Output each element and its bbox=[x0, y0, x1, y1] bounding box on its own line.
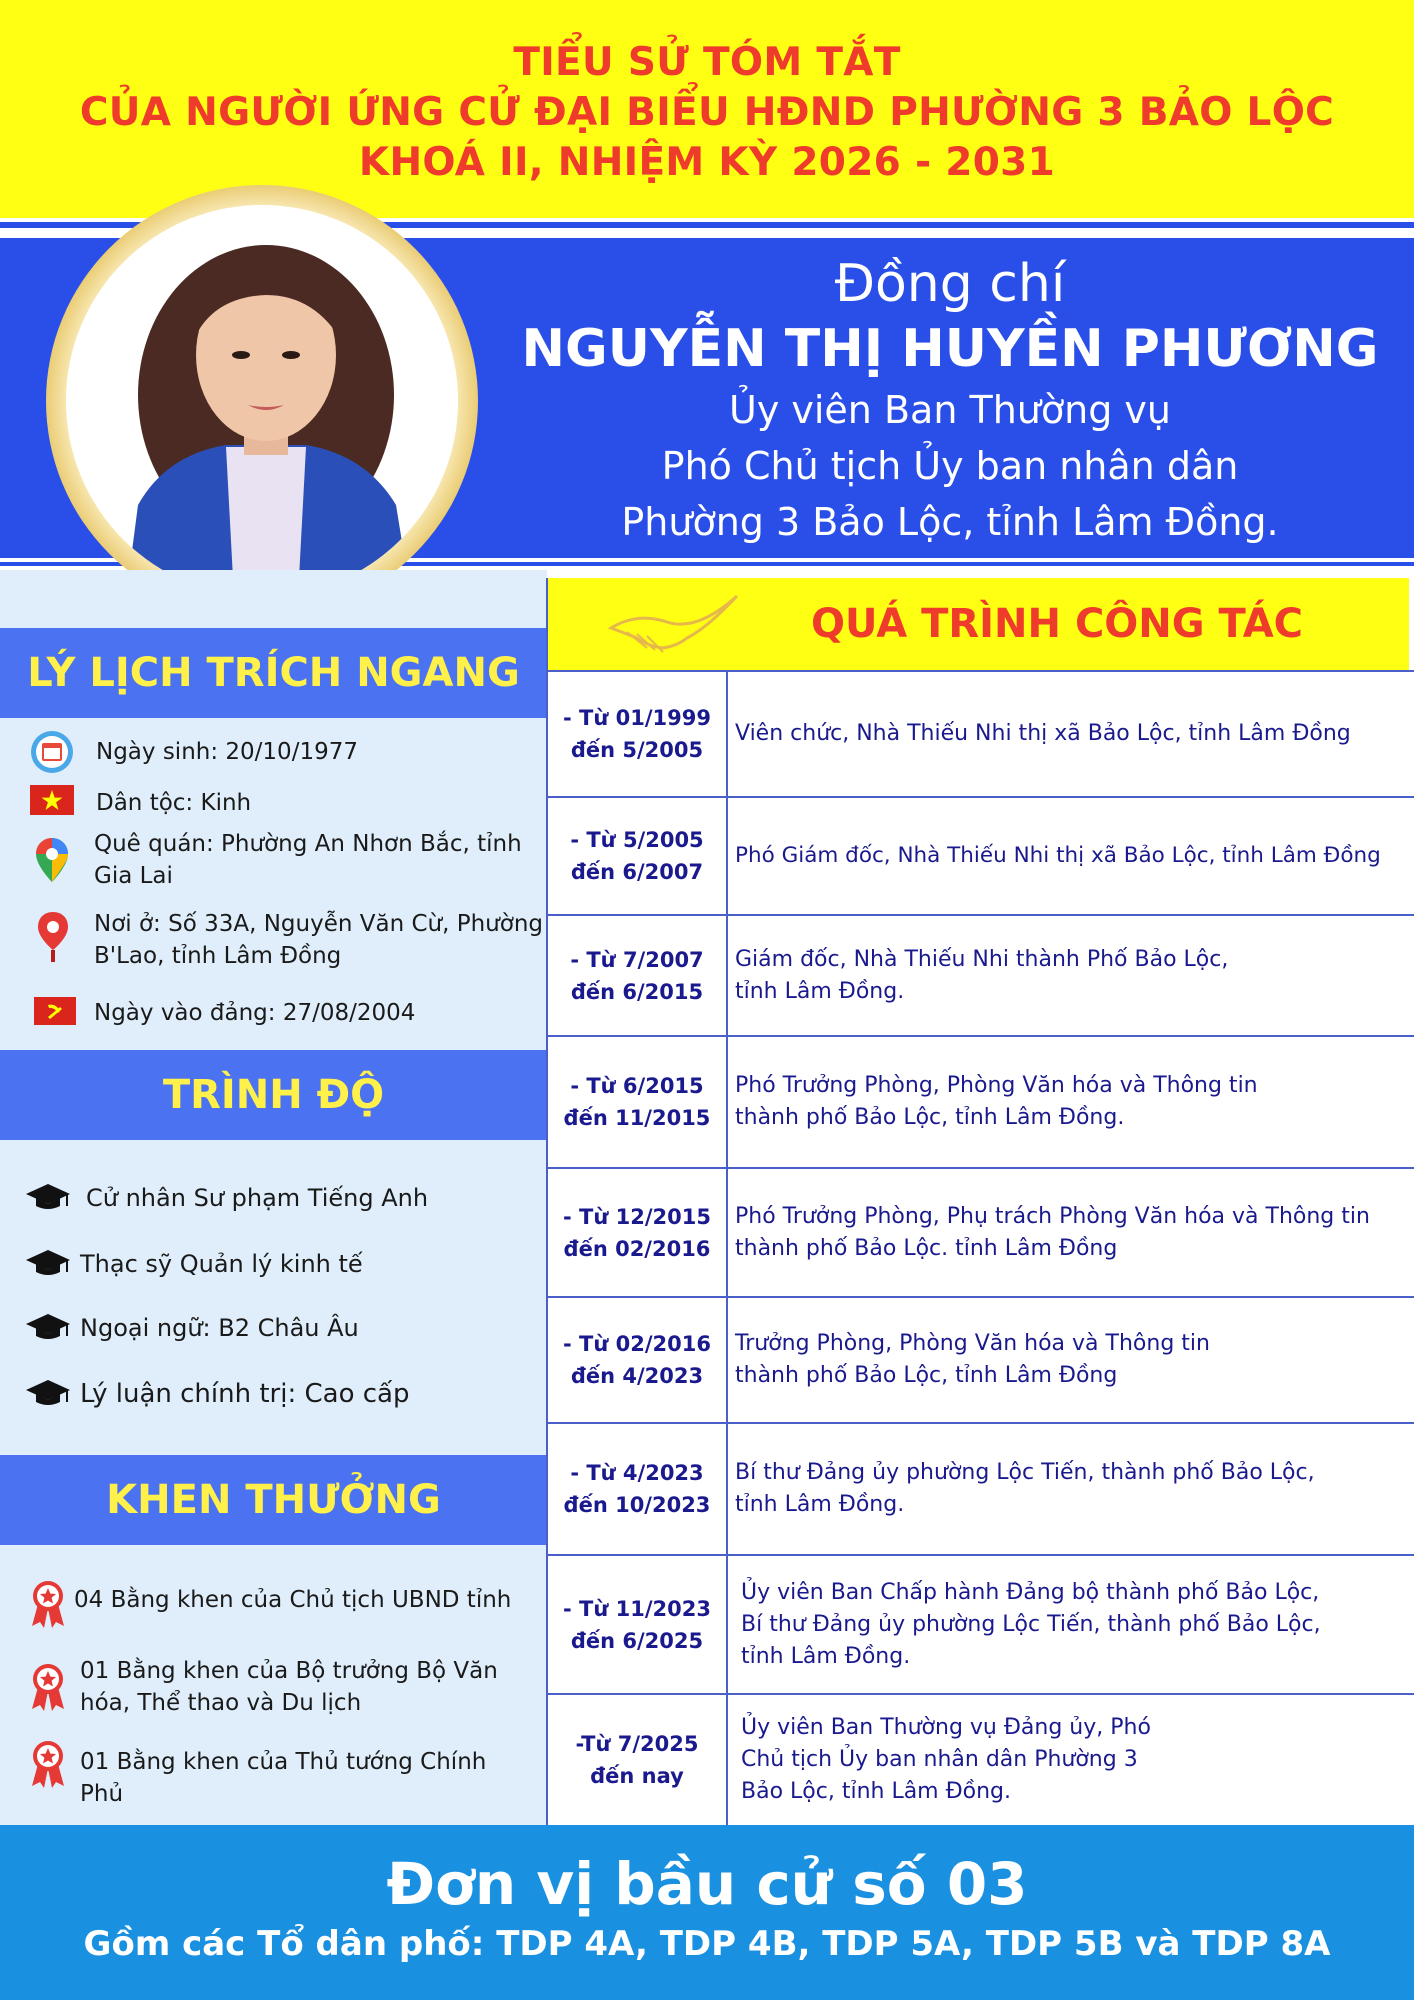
career-position: Phó Trưởng Phòng, Phụ trách Phòng Văn hóa và Thông tin thành phố Bảo Lộc. tỉnh Lâm Đồng bbox=[735, 1203, 1370, 1261]
career-from: - Từ 5/2005 bbox=[570, 828, 704, 852]
career-divider bbox=[726, 672, 728, 1827]
career-position: Ủy viên Ban Chấp hành Đảng bộ thành phố Bảo Lộc, Bí thư Đảng ủy phường Lộc Tiến, thành phố Bảo Lộc, tỉnh Lâm Đồng. bbox=[741, 1579, 1321, 1669]
hometown-text: Quê quán: Phường An Nhơn Bắc, tỉnh Gia Lai bbox=[94, 831, 522, 889]
career-position: Phó Trưởng Phòng, Phòng Văn hóa và Thông tin thành phố Bảo Lộc, tỉnh Lâm Đồng. bbox=[735, 1073, 1258, 1130]
lac-bird-icon bbox=[607, 588, 747, 664]
vietnam-flag-icon bbox=[30, 785, 74, 824]
award-text-2: 01 Bằng khen của Bộ trưởng Bộ Văn hóa, Thể thao và Du lịch bbox=[80, 1658, 498, 1716]
footer-banner bbox=[0, 1825, 1414, 2000]
residence-text: Nơi ở: Số 33A, Nguyễn Văn Cừ, Phường B'Lao, tỉnh Lâm Đồng bbox=[94, 911, 543, 969]
education-text-3: Ngoại ngữ: B2 Châu Âu bbox=[80, 1314, 359, 1342]
career-row bbox=[547, 1035, 1414, 1167]
map-pin-icon bbox=[36, 838, 68, 891]
career-position: Bí thư Đảng ủy phường Lộc Tiến, thành phố Bảo Lộc, tỉnh Lâm Đồng. bbox=[735, 1460, 1315, 1517]
calendar-icon bbox=[30, 730, 74, 783]
birth-date-text: Ngày sinh: 20/10/1977 bbox=[96, 739, 358, 765]
career-from: - Từ 02/2016 bbox=[563, 1332, 711, 1356]
career-row bbox=[547, 670, 1414, 796]
career-position: Ủy viên Ban Thường vụ Đảng ủy, Phó Chủ tịch Ủy ban nhân dân Phường 3 Bảo Lộc, tỉnh Lâm Đồng. bbox=[741, 1715, 1151, 1804]
education-text-1: Cử nhân Sư phạm Tiếng Anh bbox=[86, 1184, 429, 1212]
career-row bbox=[547, 914, 1414, 1035]
education-text-2: Thạc sỹ Quản lý kinh tế bbox=[80, 1250, 363, 1278]
column-divider bbox=[546, 578, 548, 1828]
residential-groups: Gồm các Tổ dân phố: TDP 4A, TDP 4B, TDP 5A, TDP 5B và TDP 8A bbox=[83, 1924, 1331, 1964]
header-title-line2: CỦA NGƯỜI ỨNG CỬ ĐẠI BIỂU HĐND PHƯỜNG 3 BẢO LỘC bbox=[79, 90, 1335, 135]
position-line1: Ủy viên Ban Thường vụ bbox=[729, 388, 1171, 432]
career-from: -Từ 7/2025 bbox=[575, 1732, 699, 1756]
career-from: - Từ 11/2023 bbox=[563, 1596, 711, 1621]
location-pin-icon bbox=[38, 912, 68, 971]
career-from: - Từ 4/2023 bbox=[570, 1461, 704, 1485]
career-to: đến 10/2023 bbox=[563, 1493, 711, 1517]
career-position: Viên chức, Nhà Thiếu Nhi thị xã Bảo Lộc, tỉnh Lâm Đồng bbox=[735, 721, 1351, 746]
career-to: đến 6/2025 bbox=[570, 1628, 704, 1653]
header-title-line1: TIỂU SỬ TÓM TẮT bbox=[513, 40, 901, 85]
career-to: đến 6/2007 bbox=[570, 860, 704, 884]
career-row bbox=[547, 796, 1414, 914]
career-position: Trưởng Phòng, Phòng Văn hóa và Thông tin thành phố Bảo Lộc, tỉnh Lâm Đồng bbox=[735, 1331, 1210, 1388]
career-position: Giám đốc, Nhà Thiếu Nhi thành Phố Bảo Lộc, tỉnh Lâm Đồng. bbox=[735, 946, 1229, 1004]
career-from: - Từ 7/2007 bbox=[570, 947, 704, 972]
career-row bbox=[547, 1296, 1414, 1422]
position-line3: Phường 3 Bảo Lộc, tỉnh Lâm Đồng. bbox=[621, 500, 1279, 544]
party-join-text: Ngày vào đảng: 27/08/2004 bbox=[94, 1000, 416, 1026]
header-title-line3: KHOÁ II, NHIỆM KỲ 2026 - 2031 bbox=[358, 140, 1056, 185]
career-from: - Từ 6/2015 bbox=[570, 1074, 704, 1098]
career-row bbox=[547, 1554, 1414, 1693]
graduation-cap-icon bbox=[24, 1182, 72, 1223]
party-flag-icon bbox=[34, 997, 76, 1034]
salutation: Đồng chí bbox=[834, 254, 1066, 314]
bio-section-title: LÝ LỊCH TRÍCH NGANG bbox=[0, 628, 547, 718]
career-to: đến 5/2005 bbox=[570, 738, 704, 762]
career-to: đến 02/2016 bbox=[563, 1236, 711, 1261]
career-column bbox=[547, 578, 1414, 1825]
award-text-1: 04 Bằng khen của Chủ tịch UBND tỉnh bbox=[74, 1587, 512, 1613]
awards-section-title: KHEN THƯỞNG bbox=[0, 1455, 547, 1545]
electoral-unit: Đơn vị bầu cử số 03 bbox=[386, 1850, 1028, 1918]
career-from: - Từ 01/1999 bbox=[563, 706, 711, 730]
career-position: Phó Giám đốc, Nhà Thiếu Nhi thị xã Bảo Lộc, tỉnh Lâm Đồng bbox=[735, 843, 1381, 868]
career-to: đến nay bbox=[590, 1764, 684, 1788]
career-row bbox=[547, 1167, 1414, 1296]
graduation-cap-icon bbox=[24, 1312, 72, 1353]
career-to: đến 4/2023 bbox=[570, 1364, 704, 1388]
portrait-photo bbox=[66, 205, 458, 597]
education-section-title: TRÌNH ĐỘ bbox=[0, 1050, 547, 1140]
header-banner bbox=[0, 0, 1414, 218]
profile-text bbox=[500, 238, 1400, 558]
graduation-cap-icon bbox=[24, 1248, 72, 1289]
candidate-name: NGUYỄN THỊ HUYỀN PHƯƠNG bbox=[521, 319, 1379, 379]
career-to: đến 11/2015 bbox=[563, 1106, 711, 1130]
left-column bbox=[0, 570, 547, 1825]
medal-icon bbox=[30, 1580, 66, 1637]
medal-icon bbox=[30, 1663, 66, 1720]
position-line2: Phó Chủ tịch Ủy ban nhân dân bbox=[661, 444, 1239, 488]
career-from: - Từ 12/2015 bbox=[563, 1204, 711, 1229]
award-text-3: 01 Bằng khen của Thủ tướng Chính Phủ bbox=[80, 1749, 487, 1807]
career-row bbox=[547, 1693, 1414, 1825]
career-row bbox=[547, 1422, 1414, 1554]
medal-icon bbox=[30, 1740, 66, 1797]
career-section-title: QUÁ TRÌNH CÔNG TÁC bbox=[810, 601, 1304, 647]
career-header bbox=[547, 578, 1409, 670]
graduation-cap-icon bbox=[24, 1378, 72, 1419]
education-text-4: Lý luận chính trị: Cao cấp bbox=[80, 1379, 410, 1409]
career-to: đến 6/2015 bbox=[570, 979, 704, 1004]
ethnicity-text: Dân tộc: Kinh bbox=[96, 790, 252, 816]
